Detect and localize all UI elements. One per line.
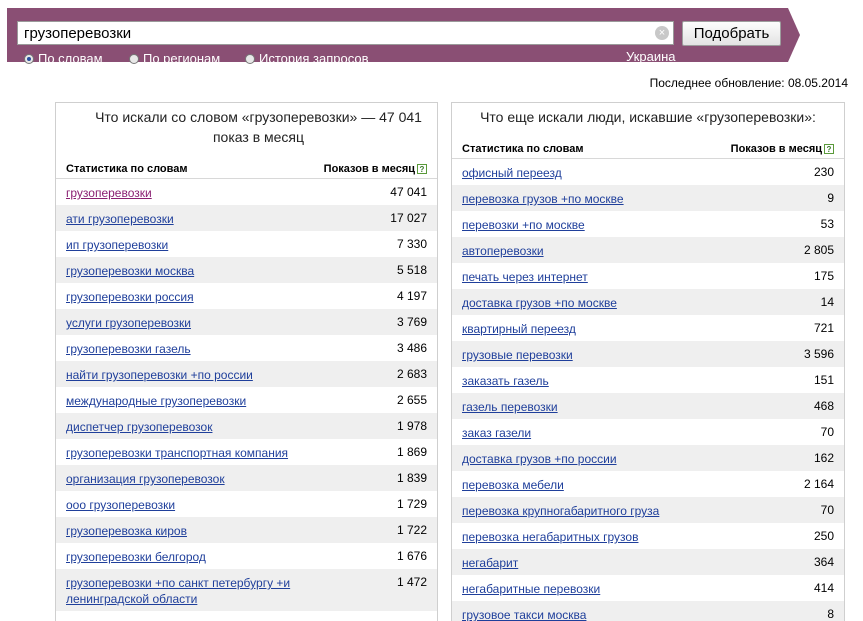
table-row bbox=[56, 179, 437, 205]
phrase-link[interactable]: услуги грузоперевозки bbox=[66, 316, 191, 330]
phrase-link[interactable]: перевозка негабаритных грузов bbox=[462, 530, 639, 544]
impressions-count: 8 bbox=[827, 607, 834, 621]
table-row bbox=[452, 263, 844, 289]
table-row bbox=[452, 523, 844, 549]
phrase-link[interactable]: заказ газели bbox=[462, 426, 532, 440]
table-row bbox=[452, 289, 844, 315]
table-row bbox=[56, 465, 437, 491]
col-count-header bbox=[324, 163, 427, 175]
impressions-count: 721 bbox=[813, 321, 834, 335]
phrase-link[interactable]: организация грузоперевозок bbox=[66, 472, 225, 486]
impressions-count: 70 bbox=[820, 503, 834, 517]
radio-label: По регионам bbox=[143, 51, 221, 66]
words-panel bbox=[55, 102, 438, 621]
related-table bbox=[452, 159, 844, 621]
phrase-link[interactable]: международные грузоперевозки bbox=[66, 394, 247, 408]
search-input[interactable] bbox=[17, 21, 674, 45]
impressions-count: 1 729 bbox=[396, 497, 427, 511]
impressions-count: 1 839 bbox=[396, 471, 427, 485]
help-icon[interactable]: ? bbox=[417, 164, 427, 174]
impressions-count: 14 bbox=[820, 295, 834, 309]
submit-button[interactable]: Подобрать bbox=[682, 21, 781, 46]
words-table bbox=[56, 179, 437, 611]
impressions-count: 2 164 bbox=[803, 477, 834, 491]
table-row bbox=[56, 543, 437, 569]
impressions-count: 5 518 bbox=[396, 263, 427, 277]
table-row bbox=[452, 393, 844, 419]
impressions-count: 2 655 bbox=[396, 393, 427, 407]
table-row bbox=[452, 419, 844, 445]
impressions-count: 1 978 bbox=[396, 419, 427, 433]
phrase-link[interactable]: грузоперевозки транспортная компания bbox=[66, 446, 289, 460]
impressions-count: 414 bbox=[813, 581, 834, 595]
phrase-link[interactable]: найти грузоперевозки +по россии bbox=[66, 368, 253, 382]
impressions-count: 4 197 bbox=[396, 289, 427, 303]
table-row bbox=[56, 569, 437, 611]
phrase-link[interactable]: грузоперевозки +по санкт петербургу +и ленинградской области bbox=[66, 576, 291, 606]
table-row bbox=[452, 601, 844, 621]
col-phrase-header: Статистика по словам bbox=[66, 163, 188, 175]
impressions-count: 47 041 bbox=[390, 185, 427, 199]
impressions-count: 364 bbox=[813, 555, 834, 569]
impressions-count: 7 330 bbox=[396, 237, 427, 251]
impressions-count: 250 bbox=[813, 529, 834, 543]
radio-history[interactable] bbox=[245, 51, 369, 66]
phrase-link[interactable]: ати грузоперевозки bbox=[66, 212, 174, 226]
related-panel bbox=[451, 102, 845, 621]
table-row bbox=[452, 185, 844, 211]
table-header bbox=[452, 141, 844, 159]
radio-icon bbox=[129, 54, 139, 64]
phrase-link[interactable]: доставка грузов +по москве bbox=[462, 296, 617, 310]
radio-by-words[interactable] bbox=[24, 51, 103, 66]
table-row bbox=[56, 413, 437, 439]
phrase-link[interactable]: автоперевозки bbox=[462, 244, 544, 258]
radio-icon bbox=[245, 54, 255, 64]
impressions-count: 3 769 bbox=[396, 315, 427, 329]
impressions-count: 2 805 bbox=[803, 243, 834, 257]
table-row bbox=[56, 335, 437, 361]
table-header bbox=[56, 161, 437, 179]
table-row bbox=[56, 257, 437, 283]
table-row bbox=[56, 439, 437, 465]
table-row bbox=[452, 549, 844, 575]
phrase-link[interactable]: ооо грузоперевозки bbox=[66, 498, 176, 512]
phrase-link[interactable]: перевозка грузов +по москве bbox=[462, 192, 624, 206]
impressions-count: 151 bbox=[813, 373, 834, 387]
impressions-count: 1 676 bbox=[396, 549, 427, 563]
impressions-count: 162 bbox=[813, 451, 834, 465]
phrase-link[interactable]: газель перевозки bbox=[462, 400, 558, 414]
col-count-label: Показов в месяц bbox=[323, 163, 415, 175]
impressions-count: 2 683 bbox=[396, 367, 427, 381]
table-row bbox=[452, 341, 844, 367]
phrase-link[interactable]: офисный переезд bbox=[462, 166, 562, 180]
impressions-count: 70 bbox=[820, 425, 834, 439]
table-row bbox=[56, 309, 437, 335]
phrase-link[interactable]: перевозка крупногабаритного груза bbox=[462, 504, 660, 518]
impressions-count: 1 869 bbox=[396, 445, 427, 459]
phrase-link[interactable]: перевозка мебели bbox=[462, 478, 564, 492]
impressions-count: 468 bbox=[813, 399, 834, 413]
table-row bbox=[56, 517, 437, 543]
phrase-link[interactable]: квартирный переезд bbox=[462, 322, 576, 336]
phrase-link[interactable]: негабарит bbox=[462, 556, 519, 570]
search-bar bbox=[7, 8, 788, 66]
impressions-count: 3 596 bbox=[803, 347, 834, 361]
phrase-link[interactable]: диспетчер грузоперевозок bbox=[66, 420, 213, 434]
phrase-link[interactable]: грузоперевозки белгород bbox=[66, 550, 206, 564]
radio-label: История запросов bbox=[259, 51, 369, 66]
table-row bbox=[452, 367, 844, 393]
table-row bbox=[56, 231, 437, 257]
table-row bbox=[452, 211, 844, 237]
table-row bbox=[452, 237, 844, 263]
clear-icon[interactable]: × bbox=[655, 26, 669, 40]
col-count-header bbox=[731, 143, 834, 155]
last-update: Последнее обновление: 08.05.2014 bbox=[649, 76, 848, 90]
panel-title: Что еще искали люди, искавшие «грузоперевозки»: bbox=[480, 109, 816, 125]
impressions-count: 53 bbox=[820, 217, 834, 231]
table-row bbox=[452, 497, 844, 523]
col-phrase-header: Статистика по словам bbox=[462, 143, 584, 155]
phrase-link[interactable]: грузоперевозка киров bbox=[66, 524, 187, 538]
table-row bbox=[452, 159, 844, 185]
table-row bbox=[56, 283, 437, 309]
impressions-count: 1 722 bbox=[396, 523, 427, 537]
table-row bbox=[452, 471, 844, 497]
region-link[interactable]: Украина bbox=[626, 49, 676, 64]
table-row bbox=[452, 315, 844, 341]
table-row bbox=[452, 445, 844, 471]
impressions-count: 3 486 bbox=[396, 341, 427, 355]
radio-by-regions[interactable] bbox=[129, 51, 220, 66]
table-row bbox=[56, 205, 437, 231]
table-row bbox=[452, 575, 844, 601]
radio-icon bbox=[24, 54, 34, 64]
phrase-link[interactable]: грузоперевозки москва bbox=[66, 264, 195, 278]
search-bar-arrow bbox=[788, 8, 800, 62]
impressions-count: 9 bbox=[827, 191, 834, 205]
phrase-link[interactable]: негабаритные перевозки bbox=[462, 582, 601, 596]
phrase-link[interactable]: заказать газель bbox=[462, 374, 549, 388]
impressions-count: 230 bbox=[813, 165, 834, 179]
phrase-link[interactable]: перевозки +по москве bbox=[462, 218, 585, 232]
phrase-link[interactable]: грузовое такси москва bbox=[462, 608, 587, 621]
phrase-link[interactable]: доставка грузов +по россии bbox=[462, 452, 617, 466]
table-row bbox=[56, 491, 437, 517]
help-icon[interactable]: ? bbox=[824, 144, 834, 154]
impressions-count: 1 472 bbox=[396, 575, 427, 589]
phrase-link[interactable]: ип грузоперевозки bbox=[66, 238, 169, 252]
panel-title: Что искали со словом «грузоперевозки» — 47 041 показ в месяц bbox=[95, 109, 422, 145]
phrase-link[interactable]: грузовые перевозки bbox=[462, 348, 573, 362]
table-row bbox=[56, 361, 437, 387]
radio-label: По словам bbox=[38, 51, 103, 66]
impressions-count: 17 027 bbox=[390, 211, 427, 225]
col-count-label: Показов в месяц bbox=[730, 143, 822, 155]
phrase-link[interactable]: печать через интернет bbox=[462, 270, 588, 284]
phrase-link[interactable]: грузоперевозки bbox=[66, 186, 152, 200]
table-row bbox=[56, 387, 437, 413]
phrase-link[interactable]: грузоперевозки газель bbox=[66, 342, 191, 356]
phrase-link[interactable]: грузоперевозки россия bbox=[66, 290, 194, 304]
impressions-count: 175 bbox=[813, 269, 834, 283]
